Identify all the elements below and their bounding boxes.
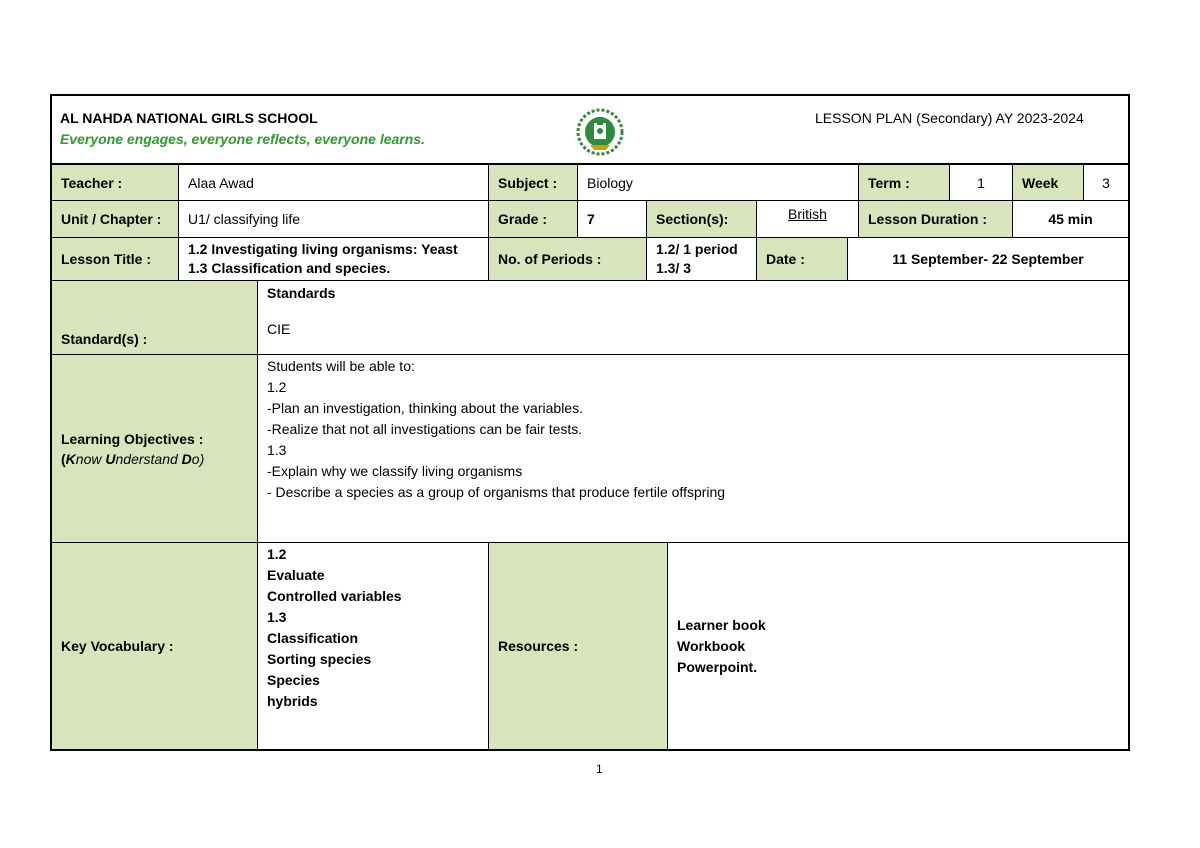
objectives-label-cell (50, 354, 258, 543)
objective-line: 1.2 (267, 379, 287, 395)
objectives-content (257, 354, 1130, 543)
duration-label: Lesson Duration : (858, 200, 1013, 238)
vocab-item: Sorting species (267, 651, 372, 667)
section-value: British (756, 200, 859, 238)
vocab-item: Controlled variables (267, 588, 402, 604)
resource-item: Powerpoint. (677, 659, 758, 675)
vocabulary-content (257, 542, 489, 751)
section-label: Section(s): (646, 200, 757, 238)
objective-line: 1.3 (267, 442, 287, 458)
vocab-item: Species (267, 672, 320, 688)
vocabulary-label: Key Vocabulary : (50, 542, 258, 751)
objective-line: -Explain why we classify living organisms (267, 463, 523, 479)
kud-k: K (65, 451, 76, 467)
school-motto: Everyone engages, everyone reflects, everyone learns. (60, 131, 425, 147)
kud-u: U (105, 451, 116, 467)
duration-value: 45 min (1012, 200, 1130, 238)
standards-label: Standard(s) : (50, 280, 258, 355)
resource-item: Workbook (677, 638, 746, 654)
periods-line: 1.3/ 3 (656, 260, 692, 276)
kud-o: o) (191, 451, 205, 467)
resource-item: Learner book (677, 617, 766, 633)
date-label: Date : (756, 237, 848, 281)
term-value: 1 (949, 163, 1013, 201)
week-label: Week (1012, 163, 1084, 201)
vocab-item: Classification (267, 630, 359, 646)
school-logo-icon (568, 103, 632, 161)
week-value: 3 (1083, 163, 1130, 201)
lesson-title-line: 1.3 Classification and species. (188, 260, 391, 276)
vocab-item: 1.2 (267, 546, 287, 562)
grade-label: Grade : (488, 200, 578, 238)
lesson-title-line: 1.2 Investigating living organisms: Yeast (188, 241, 458, 257)
objective-line: -Realize that not all investigations can be fair tests. (267, 421, 583, 437)
resources-content (667, 542, 1130, 751)
standards-value: CIE (267, 321, 291, 337)
vocab-item: Evaluate (267, 567, 325, 583)
periods-label: No. of Periods : (488, 237, 647, 281)
teacher-label: Teacher : (50, 163, 179, 201)
lesson-title-value (178, 237, 489, 281)
vocab-item: hybrids (267, 693, 318, 709)
kud-nderstand: nderstand (115, 451, 182, 467)
kud-d: D (181, 451, 192, 467)
standards-content (257, 280, 1130, 355)
resources-label: Resources : (488, 542, 668, 751)
objectives-label: Learning Objectives : (61, 431, 204, 447)
standards-heading: Standards (267, 285, 336, 301)
unit-value: U1/ classifying life (178, 200, 489, 238)
plan-title: LESSON PLAN (Secondary) AY 2023-2024 (815, 110, 1084, 126)
periods-value (646, 237, 757, 281)
objective-line: - Describe a species as a group of organisms that produce fertile offspring (267, 484, 726, 500)
vocab-item: 1.3 (267, 609, 287, 625)
lesson-title-label: Lesson Title : (50, 237, 179, 281)
objective-line: -Plan an investigation, thinking about the variables. (267, 400, 583, 416)
grade-value: 7 (577, 200, 647, 238)
periods-line: 1.2/ 1 period (656, 241, 738, 257)
objective-line: Students will be able to: (267, 358, 415, 374)
page-number: 1 (596, 762, 603, 776)
subject-label: Subject : (488, 163, 578, 201)
kud-now: now (75, 451, 106, 467)
subject-value: Biology (577, 163, 859, 201)
term-label: Term : (858, 163, 950, 201)
teacher-value: Alaa Awad (178, 163, 489, 201)
date-value: 11 September- 22 September (847, 237, 1130, 281)
school-name: AL NAHDA NATIONAL GIRLS SCHOOL (60, 110, 318, 126)
kud-open: ( (61, 451, 66, 467)
unit-label: Unit / Chapter : (50, 200, 179, 238)
objectives-kud (61, 449, 248, 469)
